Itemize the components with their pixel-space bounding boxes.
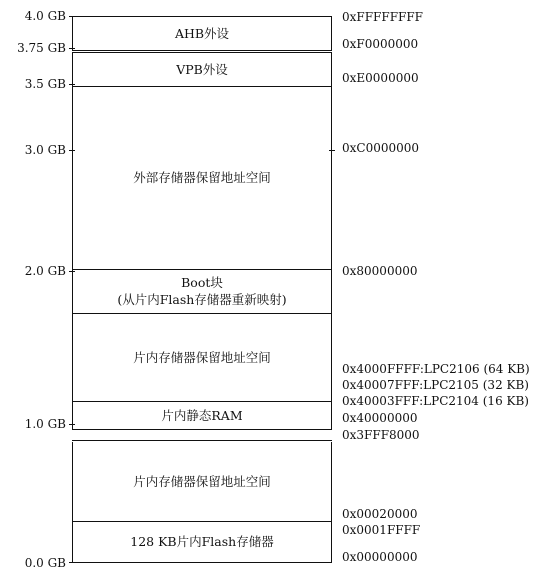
block-external-reserved [72, 86, 332, 269]
block-ahb-label: AHB外设 [174, 25, 230, 41]
block-vpb-label: VPB外设 [176, 61, 228, 77]
block-sram-label: 片内静态RAM [161, 407, 243, 423]
address-40000000: 0x40000000 [342, 411, 418, 425]
address-80000000: 0x80000000 [342, 264, 418, 278]
address-40007fff: 0x40007FFF:LPC2105 (32 KB) [342, 378, 529, 392]
boundary-line [72, 562, 332, 563]
gb-label-0-0: 0.0 GB [24, 556, 66, 570]
boundary-line [72, 401, 332, 402]
boundary-line [72, 86, 332, 87]
address-00020000: 0x00020000 [342, 507, 418, 521]
address-e0000000: 0xE0000000 [342, 71, 419, 85]
block-onchip-reserved-lower-label: 片内存储器保留地址空间 [133, 474, 271, 489]
boundary-line [72, 16, 332, 17]
boundary-line [72, 429, 332, 430]
block-onchip-reserved-lower [72, 442, 332, 521]
gb-label-3-0: 3.0 GB [24, 143, 66, 157]
gb-label-2-0: 2.0 GB [24, 264, 66, 278]
gb-label-1-0: 1.0 GB [24, 417, 66, 431]
address-ffffffff: 0xFFFFFFFF [342, 10, 424, 24]
block-vpb-peripherals [72, 52, 332, 86]
gb-label-3-5: 3.5 GB [24, 77, 66, 91]
block-onchip-reserved-upper [72, 313, 332, 401]
gb-label-4-0: 4.0 GB [24, 9, 66, 23]
block-external-reserved-label: 外部存储器保留地址空间 [133, 170, 271, 185]
block-sram [72, 401, 332, 429]
address-3fff8000: 0x3FFF8000 [342, 428, 420, 442]
boundary-line [72, 440, 332, 441]
block-boot-label-2: (从片内Flash存储器重新映射) [117, 292, 287, 307]
boundary-line [72, 50, 332, 51]
block-boot-label-1: Boot块 [181, 275, 223, 290]
block-onchip-reserved-upper-label: 片内存储器保留地址空间 [133, 349, 271, 365]
boundary-line [72, 521, 332, 522]
address-4000ffff: 0x4000FFFF:LPC2106 (64 KB) [342, 362, 530, 376]
block-flash [72, 521, 332, 562]
gb-label-3-75: 3.75 GB [17, 41, 66, 55]
block-boot [72, 269, 332, 313]
address-00000000: 0x00000000 [342, 550, 418, 564]
address-0001ffff: 0x0001FFFF [342, 523, 421, 537]
address-c0000000: 0xC0000000 [342, 141, 420, 155]
boundary-line [72, 313, 332, 314]
boundary-line [72, 52, 332, 53]
address-f0000000: 0xF0000000 [342, 37, 419, 51]
address-40003fff: 0x40003FFF:LPC2104 (16 KB) [342, 394, 529, 408]
block-flash-label: 128 KB片内Flash存储器 [130, 534, 274, 549]
block-ahb-peripherals [72, 16, 332, 50]
boundary-line [72, 269, 332, 270]
